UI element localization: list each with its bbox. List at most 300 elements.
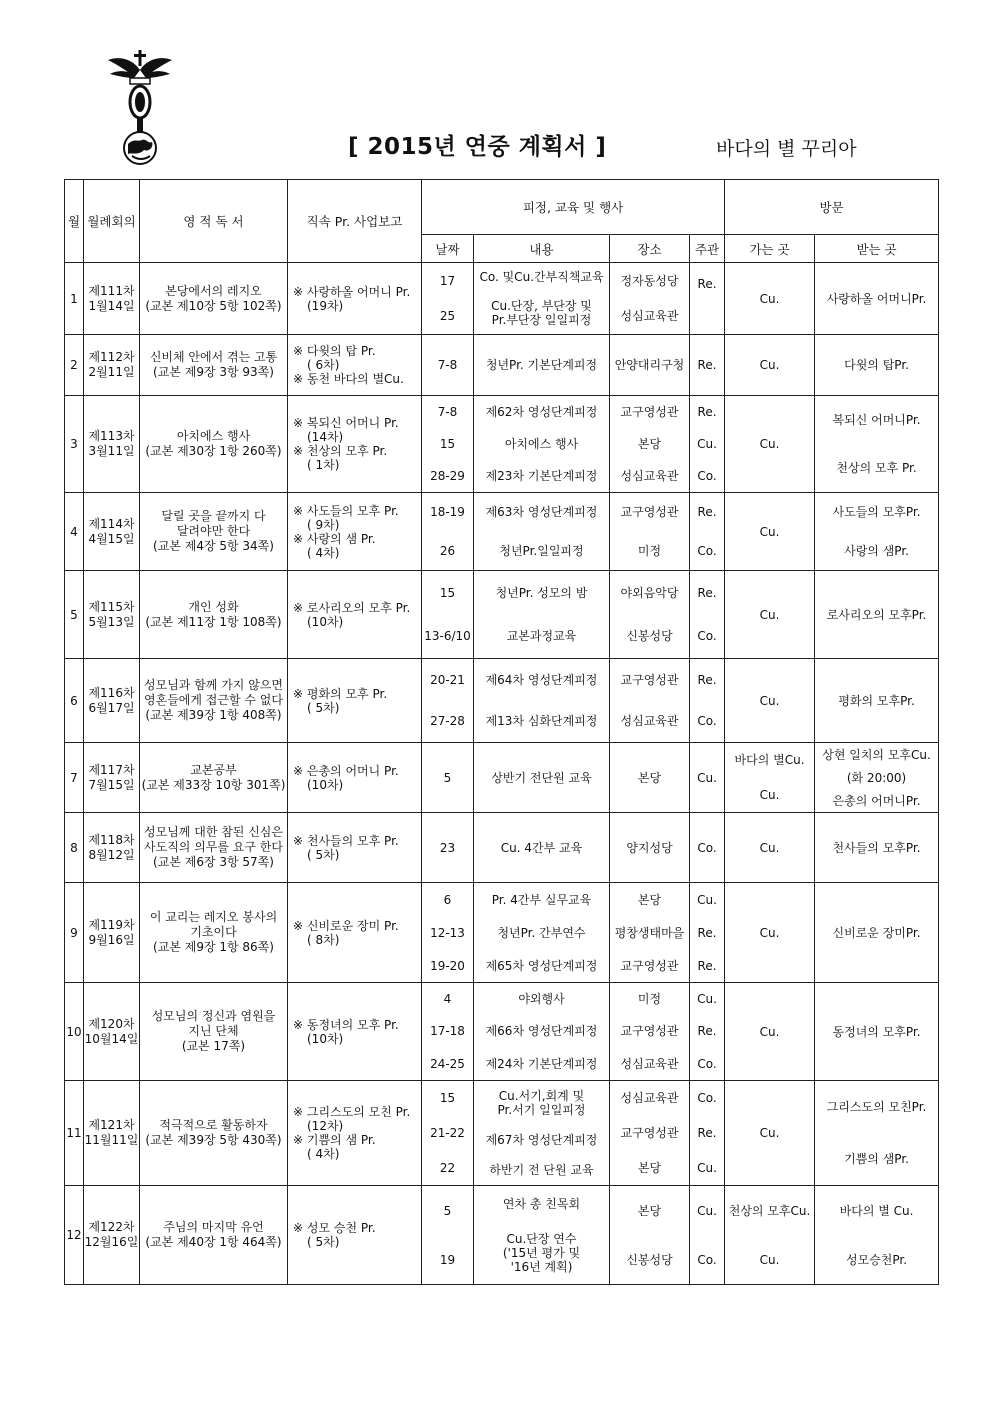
- event-content-cell: [474, 396, 610, 493]
- event-place-cell: [610, 743, 690, 813]
- event-date: 17: [439, 273, 456, 288]
- report-line: ( 6차): [307, 358, 340, 372]
- meeting-line: 5월13일: [88, 614, 135, 629]
- event-date-cell: [422, 493, 474, 571]
- reading-line: 주님의 마지막 유언: [163, 1220, 264, 1234]
- meeting-line: 제112차: [88, 350, 135, 364]
- visit-go-line: Cu.: [759, 1024, 780, 1039]
- report-line: (14차): [307, 430, 344, 444]
- event-content-cell: [474, 883, 610, 983]
- event-content-cell: [474, 813, 610, 883]
- event-place-cell: [610, 396, 690, 493]
- reading-cell: [140, 263, 288, 335]
- report-line: ※ 천상의 모후 Pr.: [293, 444, 388, 458]
- report-cell: [288, 571, 422, 659]
- event-content-stack: [474, 493, 609, 570]
- visit-receive-line: 천사들의 모후Pr.: [832, 840, 921, 855]
- event-date-cell: [422, 335, 474, 396]
- event-host-cell: [690, 263, 725, 335]
- event-content: [474, 672, 609, 688]
- event-place: 본당: [637, 437, 662, 451]
- report-cell: [288, 1081, 422, 1186]
- report-line: (12차): [307, 1119, 344, 1133]
- page-title: [ 2015년 연중 계획서 ]: [348, 134, 607, 160]
- event-host: Re.: [697, 405, 717, 419]
- visit-go-stack: [725, 883, 814, 982]
- event-host: Re.: [697, 958, 717, 973]
- event-date: 17-18: [430, 1024, 465, 1039]
- reading-line: (교본 제10장 5항 102쪽): [145, 298, 282, 313]
- event-place: 교구영성관: [620, 1024, 679, 1039]
- event-host-cell: [690, 493, 725, 571]
- event-content-line: Cu.서기,회계 및: [498, 1089, 585, 1103]
- event-date-stack: [422, 571, 473, 658]
- header-host: 주관: [690, 235, 725, 263]
- month-cell: 11: [65, 1081, 84, 1186]
- reading-cell: [140, 743, 288, 813]
- event-date: 12-13: [430, 925, 465, 940]
- reading-cell: [140, 659, 288, 743]
- event-content-line: 청년Pr. 간부연수: [497, 925, 586, 940]
- event-date: 6: [443, 892, 452, 907]
- event-content-line: 제63차 영성단계피정: [485, 505, 598, 520]
- visit-go-line: Cu.: [759, 925, 780, 940]
- meeting-line: 11월11일: [84, 1133, 139, 1147]
- event-content-line: 제62차 영성단계피정: [485, 405, 598, 419]
- event-host-cell: [690, 883, 725, 983]
- table-row: [65, 396, 939, 493]
- report-line: ( 5차): [307, 1235, 340, 1249]
- meeting-line: 제111차: [88, 283, 135, 298]
- reading-line: 지닌 단체: [188, 1024, 239, 1038]
- reading-line: 개인 성화: [188, 599, 239, 614]
- header-meeting: 월례회의: [84, 180, 140, 263]
- visit-go-line: 바다의 별Cu.: [734, 753, 805, 768]
- report-line: ※ 사도들의 모후 Pr.: [293, 503, 399, 518]
- event-place-stack: [610, 263, 689, 334]
- event-date: 25: [439, 309, 456, 324]
- meeting-line: 제113차: [88, 429, 135, 443]
- event-host: [690, 319, 724, 321]
- event-date-cell: [422, 1186, 474, 1285]
- month-cell: 4: [65, 493, 84, 571]
- event-content-line: 청년Pr. 성모의 밤: [495, 585, 588, 600]
- report-line: ※ 성모 승천 Pr.: [293, 1221, 376, 1235]
- report-line: ※ 신비로운 장미 Pr.: [293, 918, 399, 933]
- event-date: 28-29: [430, 469, 465, 483]
- report-line: ( 5차): [307, 700, 340, 715]
- event-host-cell: [690, 396, 725, 493]
- meeting-line: 12월16일: [84, 1235, 139, 1249]
- event-content-cell: [474, 335, 610, 396]
- event-place-cell: [610, 335, 690, 396]
- event-content-stack: [474, 659, 609, 742]
- event-host: Cu.: [697, 1160, 717, 1175]
- visit-go-stack: [725, 263, 814, 334]
- event-host: Co.: [697, 1056, 717, 1071]
- event-date: 7-8: [437, 358, 458, 372]
- reading-line: (교본 제9장 3항 93쪽): [153, 365, 274, 379]
- event-place-stack: [610, 813, 689, 882]
- reading-cell: [140, 883, 288, 983]
- event-date: 5: [443, 1203, 452, 1218]
- event-place: 안양대리구청: [614, 358, 685, 372]
- visit-receive-cell: [815, 335, 939, 396]
- visit-go-line: Cu.: [759, 787, 780, 802]
- visit-go-line: Cu.: [759, 358, 780, 372]
- event-place-stack: [610, 659, 689, 742]
- reading-line: 교본공부: [190, 762, 237, 777]
- table-row: [65, 1186, 939, 1285]
- visit-receive-line: 상현 일치의 모후Cu.: [822, 747, 931, 762]
- reading-cell: [140, 1186, 288, 1285]
- visit-receive-cell: [815, 493, 939, 571]
- visit-go-stack: [725, 743, 814, 812]
- visit-receive-stack: [815, 1081, 938, 1185]
- visit-receive-line: 복되신 어머니Pr.: [832, 413, 921, 427]
- event-host: Co.: [697, 629, 717, 644]
- event-date-stack: [422, 983, 473, 1080]
- month-cell: 12: [65, 1186, 84, 1285]
- visit-go-line: Cu.: [759, 840, 780, 855]
- report-cell: [288, 659, 422, 743]
- meeting-line: 제121차: [88, 1118, 135, 1132]
- reading-line: (교본 제4장 5항 34쪽): [153, 539, 274, 553]
- reading-line: 성모님과 함께 가지 않으면: [144, 678, 283, 692]
- visit-go-line: Cu.: [759, 693, 780, 708]
- meeting-line: 9월16일: [88, 932, 135, 947]
- visit-receive-line: 은총의 어머니Pr.: [832, 793, 921, 808]
- event-content-stack: [474, 883, 609, 982]
- visit-receive-cell: [815, 1081, 939, 1186]
- event-content-line: 교본과정교육: [506, 629, 577, 644]
- event-host-cell: [690, 983, 725, 1081]
- event-place: 성심교육관: [620, 1091, 679, 1106]
- event-content-cell: [474, 263, 610, 335]
- event-content-cell: [474, 1081, 610, 1186]
- event-content-line: Cu.단장 연수: [506, 1231, 577, 1246]
- event-content-line: 제66차 영성단계피정: [485, 1024, 598, 1039]
- visit-receive-stack: [815, 396, 938, 492]
- visit-go-cell: [725, 743, 815, 813]
- visit-receive-line: (화 20:00): [846, 770, 907, 785]
- report-line: ( 4차): [307, 1147, 340, 1161]
- table-row: [65, 493, 939, 571]
- event-content-line: 제65차 영성단계피정: [485, 958, 598, 973]
- event-host: Re.: [697, 277, 717, 292]
- visit-receive-line: 성모승천Pr.: [846, 1252, 908, 1267]
- event-content-line: 청년Pr. 기본단계피정: [485, 358, 598, 372]
- visit-go-line: Cu.: [759, 1126, 780, 1140]
- event-host-stack: [690, 396, 724, 492]
- header-date: 날짜: [422, 235, 474, 263]
- annual-plan-table: [64, 179, 939, 1285]
- event-host: Cu.: [697, 770, 717, 785]
- report-cell: [288, 983, 422, 1081]
- event-host-cell: [690, 571, 725, 659]
- event-place-cell: [610, 263, 690, 335]
- event-host-stack: [690, 883, 724, 982]
- event-host: Re.: [697, 585, 717, 600]
- event-content: [474, 1056, 609, 1072]
- meeting-cell: [84, 335, 140, 396]
- event-content-cell: [474, 743, 610, 813]
- visit-go-line: Cu.: [759, 291, 780, 306]
- event-place: 정자동성당: [620, 273, 679, 288]
- visit-go-stack: [725, 571, 814, 658]
- event-content-line: 제23차 기본단계피정: [485, 469, 598, 483]
- visit-receive-stack: [815, 1186, 938, 1284]
- report-line: ※ 로사리오의 모후 Pr.: [293, 600, 411, 615]
- event-content-stack: [474, 396, 609, 492]
- event-host: Re.: [697, 1024, 717, 1039]
- report-line: ※ 동정녀의 모후 Pr.: [293, 1017, 399, 1032]
- reading-cell: [140, 813, 288, 883]
- event-host-cell: [690, 743, 725, 813]
- report-line: ※ 그리스도의 모친 Pr.: [293, 1105, 411, 1119]
- meeting-line: 2월11일: [88, 365, 135, 379]
- event-place-cell: [610, 813, 690, 883]
- curia-name: 바다의 별 꾸리아: [716, 138, 857, 160]
- event-place: 교구영성관: [620, 405, 679, 419]
- event-host-cell: [690, 1081, 725, 1186]
- event-content-stack: [474, 813, 609, 882]
- event-place-stack: [610, 983, 689, 1080]
- visit-go-stack: [725, 659, 814, 742]
- reading-line: (교본 제33장 10항 301쪽): [141, 777, 286, 792]
- reading-line: 사도직의 의무를 요구 한다: [144, 840, 283, 854]
- visit-receive-stack: [815, 813, 938, 882]
- event-host: Re.: [697, 505, 717, 520]
- table-row: [65, 813, 939, 883]
- event-date-stack: [422, 335, 473, 395]
- event-date-cell: [422, 883, 474, 983]
- visit-receive-cell: [815, 883, 939, 983]
- event-place-cell: [610, 983, 690, 1081]
- visit-go-cell: [725, 396, 815, 493]
- event-place-stack: [610, 493, 689, 570]
- event-content: [474, 1196, 609, 1212]
- event-content-stack: [474, 1081, 609, 1185]
- event-place: 미정: [637, 992, 662, 1007]
- event-place-stack: [610, 883, 689, 982]
- meeting-cell: [84, 571, 140, 659]
- event-content: [474, 840, 609, 856]
- event-host: Re.: [697, 672, 717, 687]
- event-content-line: 청년Pr.일일피정: [499, 543, 584, 558]
- event-date-stack: [422, 743, 473, 812]
- meeting-line: 제116차: [88, 685, 135, 700]
- event-host: Co.: [697, 840, 717, 855]
- event-place: 평창생태마을: [614, 925, 685, 940]
- header-visit-go: 가는 곳: [725, 235, 815, 263]
- event-host-cell: [690, 659, 725, 743]
- event-host-stack: [690, 813, 724, 882]
- event-place: 양지성당: [626, 840, 673, 855]
- event-content-stack: [474, 1186, 609, 1284]
- reading-line: (교본 제6장 3항 57쪽): [153, 855, 274, 869]
- month-cell: 2: [65, 335, 84, 396]
- event-place-cell: [610, 883, 690, 983]
- event-place-cell: [610, 1081, 690, 1186]
- event-date-stack: [422, 396, 473, 492]
- visit-go-cell: [725, 983, 815, 1081]
- event-date-stack: [422, 1186, 473, 1284]
- event-content-cell: [474, 571, 610, 659]
- visit-receive-stack: [815, 335, 938, 395]
- reading-line: 이 교리는 레지오 봉사의: [149, 910, 278, 924]
- reading-line: 신비체 안에서 겪는 고통: [149, 350, 278, 364]
- event-content-cell: [474, 1186, 610, 1285]
- event-content: [474, 958, 609, 974]
- event-content: [474, 925, 609, 941]
- legio-emblem: [108, 48, 172, 166]
- month-cell: 3: [65, 396, 84, 493]
- event-host-cell: [690, 813, 725, 883]
- table-row: [65, 983, 939, 1081]
- event-content-line: '16년 계획): [510, 1259, 573, 1274]
- event-content: [474, 436, 609, 452]
- report-line: ※ 사랑의 샘 Pr.: [293, 531, 376, 546]
- report-line: ( 9차): [307, 517, 340, 532]
- visit-receive-line: 사랑하올 어머니Pr.: [826, 291, 927, 306]
- meeting-line: 제117차: [88, 762, 135, 777]
- reading-line: (교본 제30장 1항 260쪽): [145, 444, 282, 458]
- event-host: Cu.: [697, 1203, 717, 1218]
- event-date-stack: [422, 263, 473, 334]
- event-content: [474, 1231, 609, 1275]
- visit-go-cell: [725, 813, 815, 883]
- visit-receive-stack: [815, 883, 938, 982]
- meeting-cell: [84, 743, 140, 813]
- event-place-stack: [610, 571, 689, 658]
- event-host-stack: [690, 983, 724, 1080]
- event-place: 성심교육관: [620, 714, 679, 729]
- reading-line: 달려야만 한다: [176, 524, 251, 538]
- meeting-cell: [84, 983, 140, 1081]
- meeting-cell: [84, 659, 140, 743]
- reading-cell: [140, 983, 288, 1081]
- event-place: 교구영성관: [620, 1125, 679, 1140]
- reading-line: 본당에서의 레지오: [165, 283, 262, 298]
- event-place: 본당: [637, 770, 662, 785]
- event-host: Re.: [697, 358, 717, 372]
- event-content: [474, 543, 609, 559]
- event-content: [474, 713, 609, 729]
- event-content: [474, 628, 609, 644]
- event-content-line: ('15년 평가 및: [502, 1245, 581, 1260]
- event-date: 15: [439, 437, 456, 451]
- event-content-line: 야외행사: [518, 992, 565, 1007]
- reading-line: 아치에스 행사: [176, 429, 251, 443]
- event-content: [474, 298, 609, 328]
- event-place: 교구영성관: [620, 505, 679, 520]
- report-cell: [288, 1186, 422, 1285]
- visit-receive-line: 사도들의 모후Pr.: [832, 505, 921, 520]
- month-cell: 10: [65, 983, 84, 1081]
- event-date: 20-21: [430, 672, 465, 687]
- report-line: (19차): [307, 298, 344, 313]
- event-content-line: 제13차 심화단계피정: [485, 714, 598, 729]
- event-place: 성심교육관: [620, 1056, 679, 1071]
- visit-go-cell: [725, 1186, 815, 1285]
- event-content-line: 연차 총 친목회: [502, 1196, 581, 1211]
- event-place-stack: [610, 335, 689, 395]
- month-cell: 9: [65, 883, 84, 983]
- report-cell: [288, 396, 422, 493]
- event-host: Co.: [697, 714, 717, 729]
- event-date-cell: [422, 263, 474, 335]
- event-host-stack: [690, 493, 724, 570]
- table-row: [65, 1081, 939, 1186]
- event-content-line: Pr. 4간부 실무교육: [491, 892, 592, 907]
- event-content: [474, 1132, 609, 1148]
- report-line: ( 1차): [307, 458, 340, 472]
- visit-go-cell: [725, 883, 815, 983]
- event-date-cell: [422, 396, 474, 493]
- visit-go-stack: [725, 1186, 814, 1284]
- event-host: Co.: [697, 1252, 717, 1267]
- event-place: 신봉성당: [626, 629, 673, 644]
- visit-go-stack: [725, 335, 814, 395]
- meeting-line: 제118차: [88, 832, 135, 847]
- report-line: ( 8차): [307, 932, 340, 947]
- event-place: 교구영성관: [620, 672, 679, 687]
- meeting-cell: [84, 1081, 140, 1186]
- visit-go-cell: [725, 659, 815, 743]
- event-content-line: 아치에스 행사: [504, 437, 579, 451]
- event-host: Re.: [697, 1125, 717, 1140]
- event-content-stack: [474, 335, 609, 395]
- visit-receive-line: 로사리오의 모후Pr.: [826, 607, 927, 622]
- event-date: 18-19: [430, 505, 465, 520]
- event-place: 본당: [637, 1203, 662, 1218]
- report-line: ※ 다윗의 탑 Pr.: [293, 344, 376, 358]
- report-line: (10차): [307, 777, 344, 792]
- event-content-line: 제67차 영성단계피정: [485, 1133, 598, 1147]
- visit-receive-line: 천상의 모후 Pr.: [836, 461, 917, 475]
- event-date: 15: [439, 1091, 456, 1106]
- header-month: 월: [65, 180, 84, 263]
- event-date: 19-20: [430, 958, 465, 973]
- meeting-line: 1월14일: [88, 298, 135, 313]
- event-place: 본당: [637, 1160, 662, 1175]
- event-host: Cu.: [697, 992, 717, 1007]
- month-cell: 1: [65, 263, 84, 335]
- event-date-cell: [422, 983, 474, 1081]
- header-content: 내용: [474, 235, 610, 263]
- event-content: [474, 991, 609, 1007]
- event-content: [474, 357, 609, 373]
- visit-go-stack: [725, 813, 814, 882]
- event-date: 7-8: [437, 405, 458, 419]
- reading-line: (교본 제40장 1항 464쪽): [145, 1235, 282, 1249]
- meeting-cell: [84, 493, 140, 571]
- report-cell: [288, 813, 422, 883]
- event-date-cell: [422, 659, 474, 743]
- reading-line: (교본 제9장 1항 86쪽): [153, 940, 274, 954]
- reading-line: (교본 제11장 1항 108쪽): [145, 614, 282, 629]
- event-content-stack: [474, 743, 609, 812]
- event-place-stack: [610, 1081, 689, 1185]
- reading-cell: [140, 493, 288, 571]
- reading-cell: [140, 1081, 288, 1186]
- visit-receive-cell: [815, 983, 939, 1081]
- event-place: 교구영성관: [620, 958, 679, 973]
- reading-line: (교본 제39장 5항 430쪽): [145, 1133, 282, 1147]
- table-row: [65, 883, 939, 983]
- report-line: ※ 복되신 어머니 Pr.: [293, 416, 399, 430]
